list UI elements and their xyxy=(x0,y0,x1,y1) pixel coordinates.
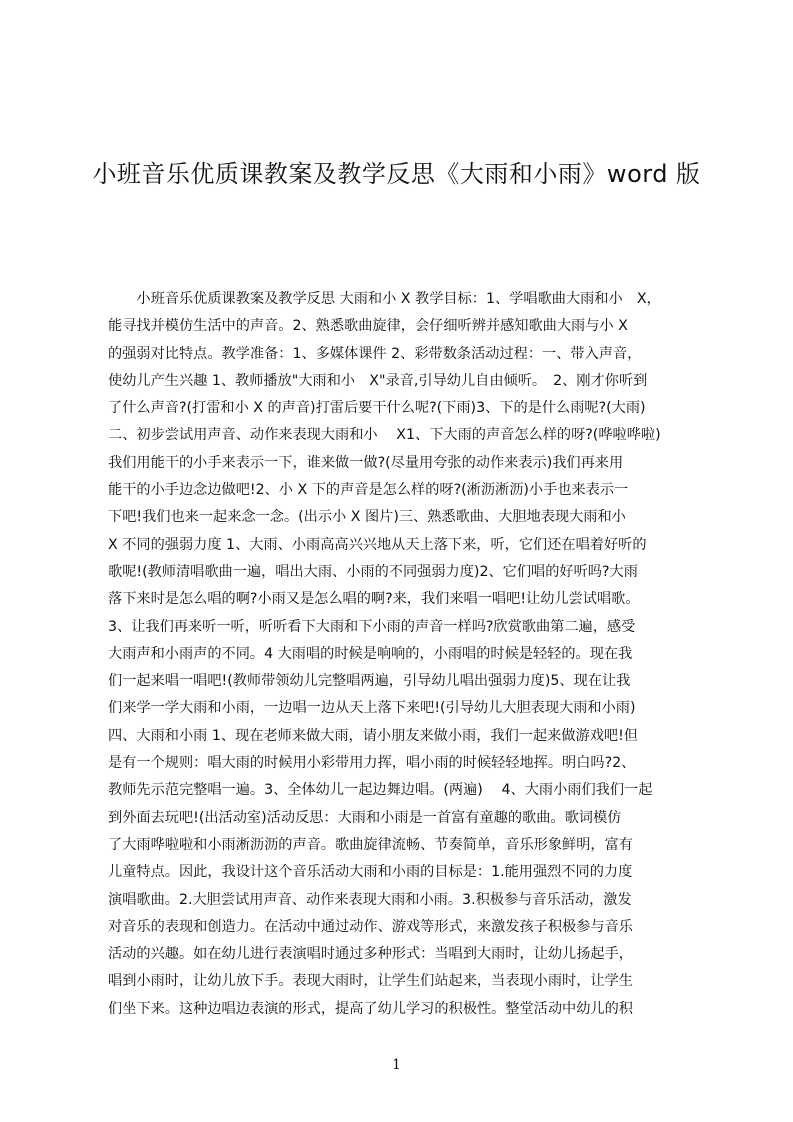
body-line: 到外面去玩吧!(出活动室)活动反思：大雨和小雨是一首富有童趣的歌曲。歌词模仿 xyxy=(108,809,622,826)
body-line: 落下来时是怎么唱的啊?小雨又是怎么唱的啊?来，我们来唱一唱吧!让幼儿尝试唱歌。 xyxy=(108,591,640,608)
body-line: 们坐下来。这种边唱边表演的形式，提高了幼儿学习的积极性。整堂活动中幼儿的积 xyxy=(108,1000,633,1017)
document-body xyxy=(108,286,697,1023)
body-line: 了大雨哗啦啦和小雨淅沥沥的声音。歌曲旋律流畅、节奏简单，音乐形象鲜明，富有 xyxy=(108,836,633,853)
body-line: 对音乐的表现和创造力。在活动中通过动作、游戏等形式，来激发孩子积极参与音乐 xyxy=(108,918,633,935)
body-line: 我们用能干的小手来表示一下，谁来做一做?(尽量用夸张的动作来表示)我们再来用 xyxy=(108,454,624,471)
body-line: 儿童特点。因此，我设计这个音乐活动大雨和小雨的目标是：1.能用强烈不同的力度 xyxy=(108,864,633,881)
body-line: 的强弱对比特点。教学准备：1、多媒体课件 2、彩带数条活动过程：一、带入声音， xyxy=(108,345,642,362)
body-line: 使幼儿产生兴趣 1、教师播放"大雨和小 X"录音,引导幼儿自由倾听。 2、刚才你听到 xyxy=(108,372,648,389)
body-line: 下吧!我们也来一起来念一念。(出示小 X 图片)三、熟悉歌曲、大胆地表现大雨和小 xyxy=(108,509,626,526)
body-line: 四、大雨和小雨 1、现在老师来做大雨，请小朋友来做小雨，我们一起来做游戏吧!但 xyxy=(108,727,638,744)
body-line: 歌呢!(教师清唱歌曲一遍，唱出大雨、小雨的不同强弱力度)2、它们唱的好听吗?大雨 xyxy=(108,563,638,580)
body-line: 唱到小雨时，让幼儿放下手。表现大雨时，让学生们站起来，当表现小雨时，让学生 xyxy=(108,973,633,990)
body-line: 大雨声和小雨声的不同。4 大雨唱的时候是响响的，小雨唱的时候是轻轻的。现在我 xyxy=(108,645,633,662)
document-title: 小班音乐优质课教案及教学反思《大雨和小雨》word 版 xyxy=(92,160,701,189)
body-line: 演唱歌曲。2.大胆尝试用声音、动作来表现大雨和小雨。3.积极参与音乐活动，激发 xyxy=(108,891,632,908)
body-line: 能寻找并模仿生活中的声音。2、熟悉歌曲旋律，会仔细听辨并感知歌曲大雨与小 X xyxy=(108,318,628,335)
body-line: 活动的兴趣。如在幼儿进行表演唱时通过多种形式：当唱到大雨时，让幼儿扬起手， xyxy=(108,946,633,963)
body-line: 们一起来唱一唱吧!(教师带领幼儿完整唱两遍，引导幼儿唱出强弱力度)5、现在让我 xyxy=(108,673,631,690)
body-line: 教师先示范完整唱一遍。3、全体幼儿一起边舞边唱。(两遍) 4、大雨小雨们我们一起 xyxy=(108,782,653,799)
body-line: X 不同的强弱力度 1、大雨、小雨高高兴兴地从天上落下来，听，它们还在唱着好听的 xyxy=(108,536,647,553)
body-line: 3、让我们再来听一听，听听看下大雨和下小雨的声音一样吗?欣赏歌曲第二遍，感受 xyxy=(108,618,636,635)
body-line: 小班音乐优质课教案及教学反思 大雨和小 X 教学目标：1、学唱歌曲大雨和小 X， xyxy=(108,291,661,307)
body-line: 是有一个规则：唱大雨的时候用小彩带用力挥，唱小雨的时候轻轻地挥。明白吗?2、 xyxy=(108,755,636,772)
body-line: 二、初步尝试用声音、动作来表现大雨和小 X1、下大雨的声音怎么样的呀?(哗啦哗啦) xyxy=(108,427,661,444)
body-line: 们来学一学大雨和小雨，一边唱一边从天上落下来吧!(引导幼儿大胆表现大雨和小雨) xyxy=(108,700,636,717)
page-number: 1 xyxy=(392,1057,401,1073)
body-line: 了什么声音?(打雷和小 X 的声音)打雷后要干什么呢?(下雨)3、下的是什么雨呢?(大雨) xyxy=(108,400,646,417)
body-line: 能干的小手边念边做吧!2、小 X 下的声音是怎么样的呀?(淅沥淅沥)小手也来表示一 xyxy=(108,482,629,499)
